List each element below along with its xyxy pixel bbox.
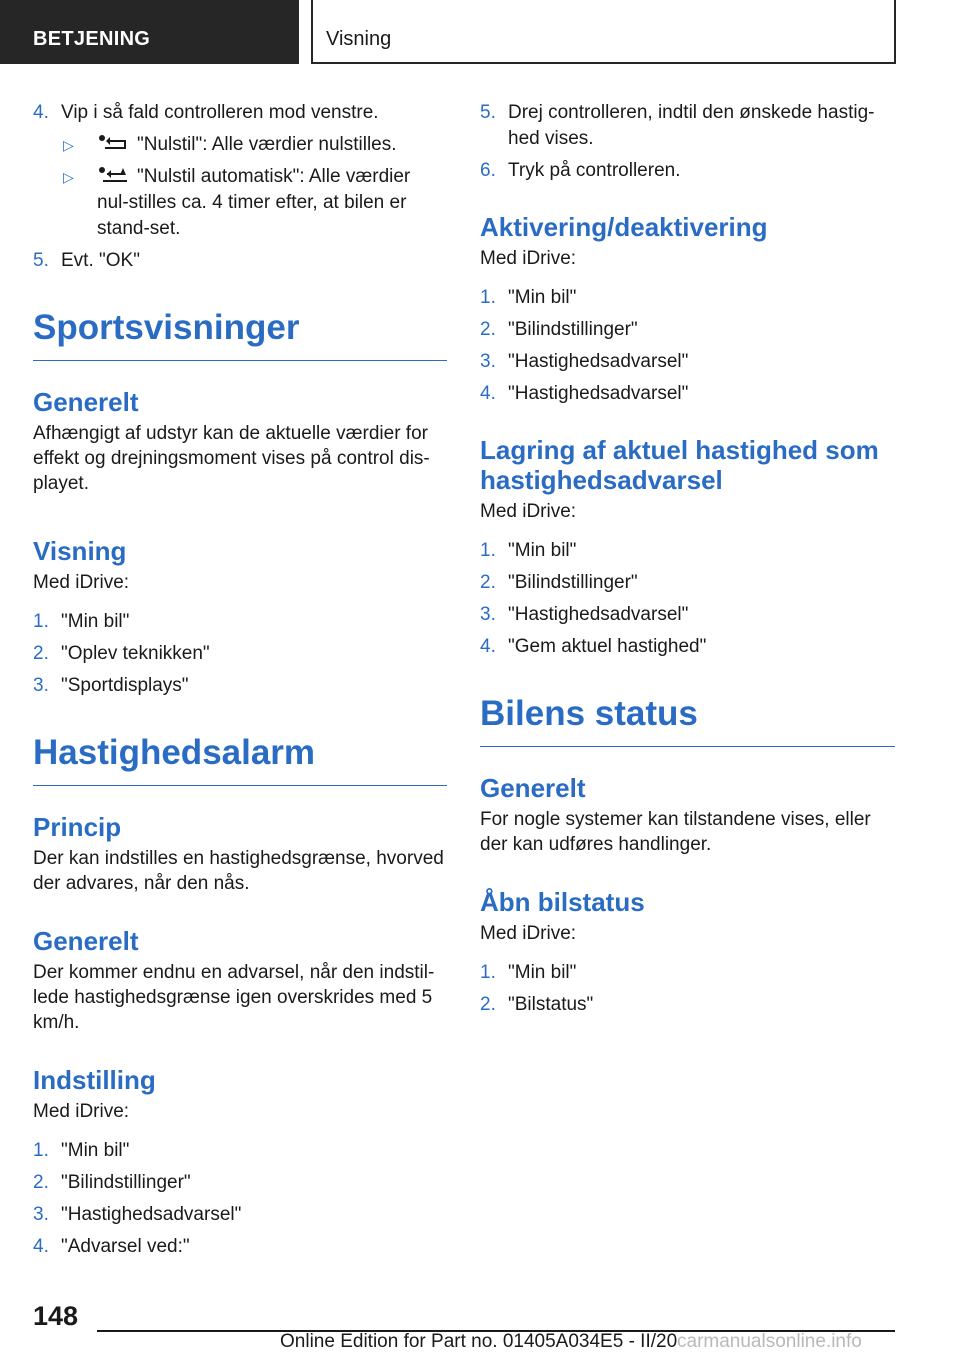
step-number: 3. (33, 1204, 49, 1225)
step-number: 1. (33, 611, 49, 632)
section-heading: Sportsvisninger (33, 308, 447, 361)
paragraph: Der kommer endnu en advarsel, når den indstil-lede hastighedsgrænse igen overskrides med 5 km/h. (33, 962, 435, 1033)
subsection-heading: Generelt (33, 926, 139, 956)
paragraph: Der kan indstilles en hastighedsgrænse, hvorved der advares, når den nås. (33, 848, 444, 894)
step-number: 4. (33, 1236, 49, 1257)
subsection-heading: Åbn bilstatus (480, 887, 645, 917)
subsection-heading: Generelt (480, 773, 586, 803)
section-tab (0, 0, 299, 64)
step-number: 1. (33, 1140, 49, 1161)
paragraph: Med iDrive: (480, 923, 577, 944)
list-item (33, 1170, 447, 1196)
paragraph: Afhængigt af udstyr kan de aktuelle værdier for effekt og drejningsmoment vises på control dis-playet. (33, 423, 430, 494)
section-heading: Bilens status (480, 694, 895, 747)
list-item (33, 609, 447, 635)
step-number: 3. (480, 604, 496, 625)
list-item (480, 285, 895, 311)
step-text: "Bilindstillinger" (508, 572, 638, 593)
step-number: 2. (480, 319, 496, 340)
paragraph: For nogle systemer kan tilstandene vises, eller der kan udføres handlinger. (480, 809, 871, 855)
step-text: "Sportdisplays" (61, 675, 189, 696)
list-item (480, 317, 895, 343)
subsection-heading: Visning (33, 536, 127, 566)
section-title: BETJENING (33, 28, 151, 50)
list-item (480, 349, 895, 375)
step-number: 3. (480, 351, 496, 372)
edition-text: Online Edition for Part no. 01405A034E5 - II/20 (280, 1331, 678, 1352)
sub-text: "Nulstil": Alle værdier nulstilles. (137, 134, 397, 155)
step-text: "Min bil" (61, 611, 130, 632)
step-text: "Gem aktuel hastighed" (508, 636, 707, 657)
step-text: "Hastighedsadvarsel" (508, 351, 689, 372)
list-item (33, 1202, 447, 1228)
paragraph: Med iDrive: (33, 572, 130, 593)
sub-item-reset (33, 132, 447, 158)
list-item (480, 538, 895, 564)
step-number: 1. (480, 540, 496, 561)
list-item (33, 1234, 447, 1260)
step-number: 5. (480, 102, 496, 123)
subsection-heading: Princip (33, 812, 122, 842)
list-item (480, 381, 895, 407)
topic-title: Visning (326, 28, 392, 50)
auto-reset-icon (97, 166, 129, 184)
step-text: "Bilstatus" (508, 994, 594, 1015)
list-item (480, 570, 895, 596)
subsection-heading: Aktivering/deaktivering (480, 212, 768, 242)
sub-text: "Nulstil automatisk": Alle værdier nul-stilles ca. 4 timer efter, at bilen er stand-set. (97, 166, 411, 239)
step-number: 4. (33, 102, 49, 123)
bullet-triangle-icon: ▷ (63, 169, 74, 185)
step-number: 1. (480, 287, 496, 308)
step-number: 5. (33, 250, 49, 271)
step-text: Evt. "OK" (61, 250, 140, 271)
paragraph: Med iDrive: (480, 248, 577, 269)
list-item (480, 992, 895, 1018)
right-column (480, 100, 895, 1024)
step-text: "Min bil" (61, 1140, 130, 1161)
step-text: "Bilindstillinger" (61, 1172, 191, 1193)
sub-item-auto-reset (33, 164, 447, 242)
topic-tab (311, 0, 896, 64)
list-item (33, 248, 447, 274)
subsection-heading: Generelt (33, 387, 139, 417)
step-text: "Min bil" (508, 962, 577, 983)
list-item (480, 158, 895, 184)
list-item (480, 602, 895, 628)
list-item (480, 960, 895, 986)
step-number: 1. (480, 962, 496, 983)
step-number: 3. (33, 675, 49, 696)
step-number: 6. (480, 160, 496, 181)
step-number: 2. (33, 643, 49, 664)
watermark: carmanualsonline.info (677, 1331, 862, 1352)
left-column (33, 100, 447, 1266)
step-text: Vip i så fald controlleren mod venstre. (61, 102, 379, 123)
step-text: "Advarsel ved:" (61, 1236, 190, 1257)
step-text: Drej controlleren, indtil den ønskede hastig-hed vises. (508, 102, 875, 149)
page-number: 148 (33, 1301, 79, 1331)
step-text: "Min bil" (508, 287, 577, 308)
subsection-heading: Indstilling (33, 1065, 156, 1095)
step-text: "Bilindstillinger" (508, 319, 638, 340)
section-heading: Hastighedsalarm (33, 733, 447, 786)
step-number: 4. (480, 636, 496, 657)
step-text: "Hastighedsadvarsel" (61, 1204, 242, 1225)
list-item (33, 100, 447, 126)
step-text: "Hastighedsadvarsel" (508, 604, 689, 625)
step-number: 2. (33, 1172, 49, 1193)
paragraph: Med iDrive: (480, 501, 577, 522)
step-number: 2. (480, 572, 496, 593)
step-text: "Min bil" (508, 540, 577, 561)
list-item (33, 1138, 447, 1164)
list-item (480, 634, 895, 660)
step-text: "Oplev teknikken" (61, 643, 210, 664)
paragraph: Med iDrive: (33, 1101, 130, 1122)
subsection-heading: Lagring af aktuel hastighed som hastighedsadvarsel (480, 435, 879, 495)
step-text: Tryk på controlleren. (508, 160, 681, 181)
step-number: 4. (480, 383, 496, 404)
list-item (480, 100, 895, 152)
reset-icon (97, 134, 129, 152)
bullet-triangle-icon: ▷ (63, 137, 74, 153)
step-number: 2. (480, 994, 496, 1015)
list-item (33, 641, 447, 667)
list-item (33, 673, 447, 699)
step-text: "Hastighedsadvarsel" (508, 383, 689, 404)
